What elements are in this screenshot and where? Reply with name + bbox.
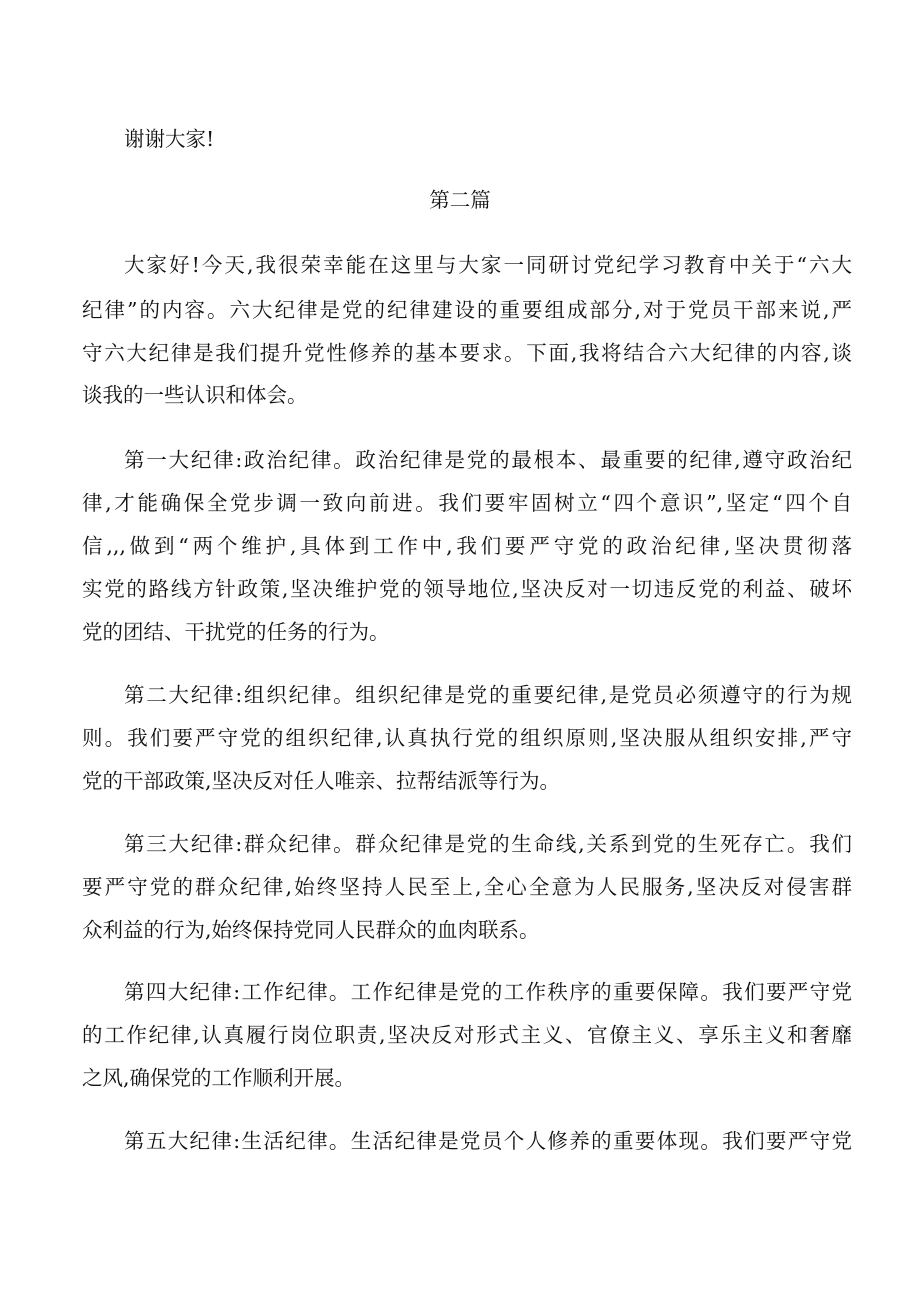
paragraph-line: 要严守党的群众纪律,始终坚持人民至上,全心全意为人民服务,坚决反对侵害群 — [82, 875, 852, 899]
paragraph-line: 第五大纪律:生活纪律。生活纪律是党员个人修养的重要体现。我们要严守党 — [124, 1129, 852, 1153]
paragraph-line: 第四大纪律:工作纪律。工作纪律是党的工作秩序的重要保障。我们要严守党 — [124, 980, 852, 1004]
paragraph-line: 信,,,做到“两个维护,具体到工作中,我们要严守党的政治纪律,坚决贯彻落 — [82, 534, 852, 558]
paragraph-line: 之风,确保党的工作顺利开展。 — [82, 1066, 356, 1090]
paragraph-line: 则。我们要严守党的组织纪律,认真执行党的组织原则,坚决服从组织安排,严守 — [82, 726, 852, 750]
paragraph-line: 谈我的一些认识和体会。 — [82, 383, 308, 407]
paragraph-line: 纪律”的内容。六大纪律是党的纪律建设的重要组成部分,对于党员干部来说,严 — [82, 298, 852, 322]
paragraph-line: 守六大纪律是我们提升党性修养的基本要求。下面,我将结合六大纪律的内容,谈 — [82, 341, 852, 365]
paragraph-line: 党的干部政策,坚决反对任人唯亲、拉帮结派等行为。 — [82, 769, 561, 793]
paragraph-line: 第三大纪律:群众纪律。群众纪律是党的生命线,关系到党的生死存亡。我们 — [124, 832, 852, 856]
paragraph-line: 第二大纪律:组织纪律。组织纪律是党的重要纪律,是党员必须遵守的行为规 — [124, 683, 852, 707]
paragraph-line: 第一大纪律:政治纪律。政治纪律是党的最根本、最重要的纪律,遵守政治纪 — [124, 448, 852, 472]
closing-line: 谢谢大家! — [124, 127, 215, 151]
paragraph-line: 律,才能确保全党步调一致向前进。我们要牢固树立“四个意识”,坚定“四个自 — [82, 491, 852, 515]
paragraph-line: 大家好!今天,我很荣幸能在这里与大家一同研讨党纪学习教育中关于“六大 — [124, 253, 852, 277]
section-title: 第二篇 — [429, 188, 491, 212]
paragraph-line: 众利益的行为,始终保持党同人民群众的血肉联系。 — [82, 918, 540, 942]
paragraph-line: 实党的路线方针政策,坚决维护党的领导地位,坚决反对一切违反党的利益、破坏 — [82, 577, 852, 601]
paragraph-line: 党的团结、干扰党的任务的行为。 — [82, 620, 390, 644]
paragraph-line: 的工作纪律,认真履行岗位职责,坚决反对形式主义、官僚主义、享乐主义和奢靡 — [82, 1023, 852, 1047]
